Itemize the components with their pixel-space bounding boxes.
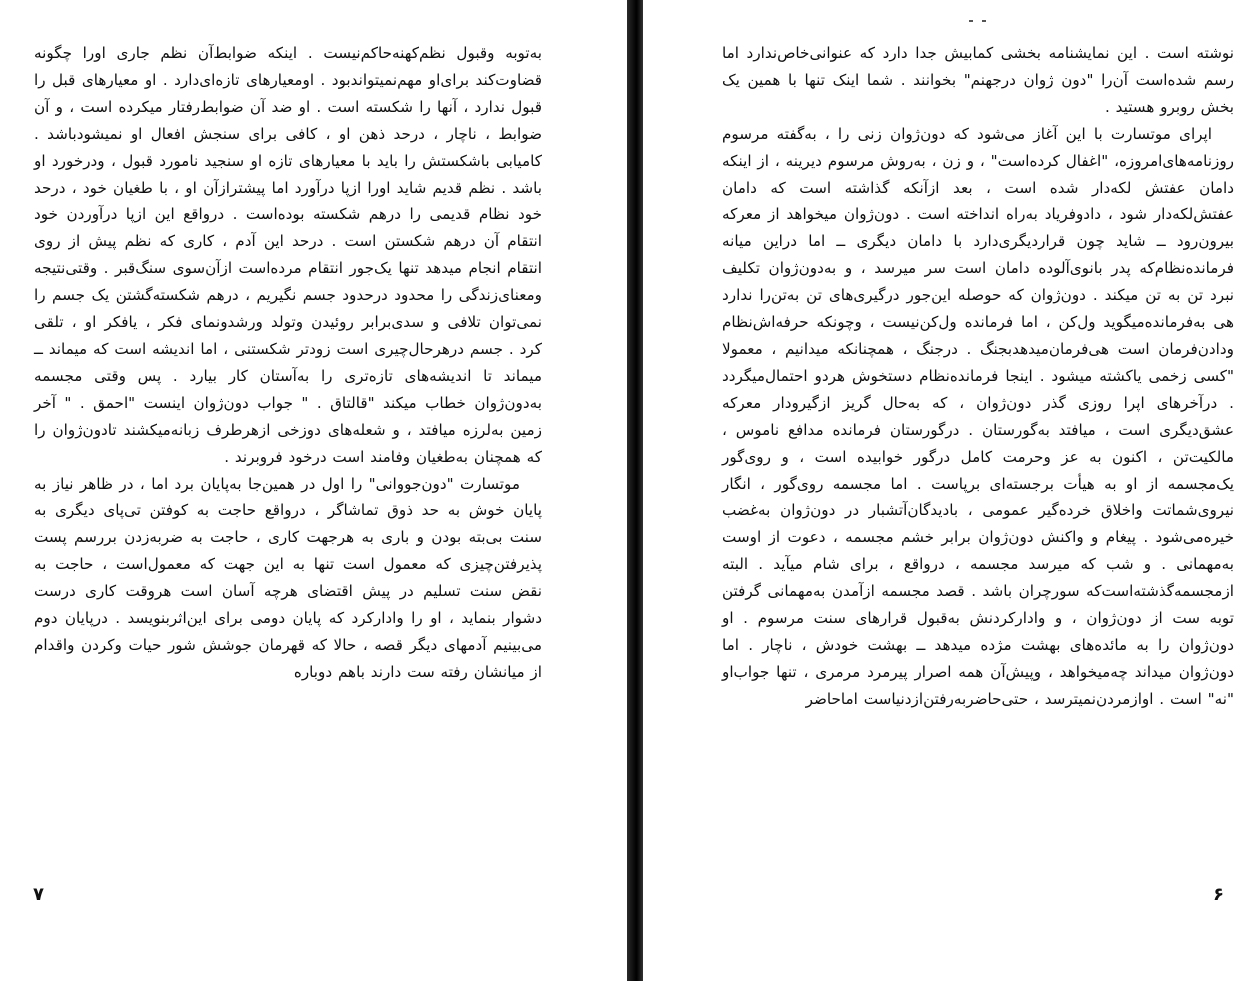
left-page (0, 0, 628, 981)
print-speck (969, 20, 973, 22)
left-page-number: ۷ (33, 884, 44, 905)
right-paragraph-1: نوشته است . این نمایشنامه بخشی کمابیش جدا دارد که عنوانی‌خاص‌ندارد اما رسم شده‌است آن‌را "دون ژوان درجهنم" بخوانند . شما اینک تنها با همین یک بخش روبرو هستید . (722, 44, 1234, 116)
right-page-text (722, 40, 1234, 713)
left-paragraph-1: به‌توبه وقبول نظم‌کهنه‌حاکم‌نیست . اینکه ضوابط‌آن نظم جاری اورا چگونه قضاوت‌کند برای‌او مهم‌نمیتواندبود . اومعیارهای تازه‌ای‌دارد . او معیارهای قبل را قبول ندارد ، آنها را شکسته است . او ضد آن ضوابط‌رفتار میکرده است ، و آن ضوابط ، ناچار ، درحد ذهن او ، کافی برای سنجش افعال او نمیشودباشد . کامیابی باشکستش را باید با معیارهای تازه او سنجید نامورد قبول ، ودرخورد او باشد . نظم قدیم شاید اورا ازپا درآورد اما پیشترازآن او ، با طغیان خود ، درحد خود نظام قدیمی را درهم شکسته بوده‌است . درواقع این ازپا درآوردن خود انتقام آن درهم شکستن است . درحد این آدم ، کاری که نظم پیش از روی انتقام انجام میدهد تنها یک‌جور انتقام مرده‌است ازآن‌سوی سنگ‌قبر . وقتی‌نتیجه ومعنای‌زندگی را محدود درحدود جسم نگیریم ، درهم شکسته‌گشتن یک جسم را نمی‌توان تلافی و سدی‌برابر روئیدن وتولد ورشدونمای فکر ، یافکر او ، تلقی کرد . جسم درهرحال‌چیری است زودتر شکستنی ، اما اندیشه است که میماند ــ میماند تا اندیشه‌های تازه‌تری را به‌آستان کار بیارد . پس وقتی مجسمه به‌دون‌ژوان خطاب میکند "قالتاق . " جواب دون‌ژوان اینست "احمق . " آخر زمین به‌لرزه میافتد ، و شعله‌های دوزخی ازهرطرف زبانه‌میکشند تادون‌ژوان را که همچنان به‌طغیان وفامند است درخود فروبرند . (34, 44, 542, 466)
left-page-text (34, 40, 542, 686)
right-page-number: ۶ (1213, 884, 1224, 905)
left-paragraph-2: موتسارت "دون‌جووانی" را اول در همین‌جا به‌پایان برد اما ، در ظاهر نیاز به پایان خوش به حد ذوق تماشاگر ، درواقع حاجت به کوفتن تی‌پای دیگری به سنت بی‌بته بودن و باری به هرجهت کاری ، حاجت به ضربه‌زدن بررسم پست پذیرفتن‌چیزی که معمول است تنها به این جهت که معمول‌است ، حاجت به نقض سنت تسلیم در پیش اقتضای هرچه آسان است هروقت کاری درست دشوار بنماید ، او را وادارکرد که پایان دومی برای این‌اثربنویسد . درپایان دوم می‌بینیم آدمهای دیگر قصه ، حالا که قهرمان جوشش شور حیات وکردن واقدام از میانشان رفته ست دارند باهم دوباره (34, 474, 542, 681)
right-page (642, 0, 1257, 981)
book-gutter (627, 0, 643, 981)
right-paragraph-2: اپرای موتسارت با این آغاز می‌شود که دون‌ژوان زنی را ، به‌گفته مرسوم روزنامه‌های‌امروزه، "اغفال کرده‌است" ، و زن ، به‌روش مرسوم دیرینه ، از اینکه دامان عفتش لکه‌دار شده است ، بعد ازآنکه گذاشته است که دامان عفتش‌لکه‌دار شود ، دادوفریاد به‌راه انداخته است . دون‌ژوان میخواهد از معرکه بیرون‌رود ــ شاید چون قرارديگری‌دارد با دامان دیگری ــ اما دراین میانه فرمانده‌نظام‌که پدر بانوی‌آلوده دامان است سر میرسد ، و به‌دون‌ژوان تکلیف نبرد تن به تن میکند . دون‌ژوان که حوصله این‌جور درگیری‌های تن به‌تن‌را ندارد هی به‌فرمانده‌میگوید ول‌کن ، اما فرمانده ول‌کن‌نیست ، وچونکه حرفه‌اش‌نظام ودادن‌فرمان است هی‌فرمان‌میدهد‌بجنگ . درجنگ ، همچنانکه میدانیم ، معمولا "کسی زخمی یاکشته میشود . اینجا فرمانده‌نظام دستخوش هردو احتمال‌میگردد . درآخرهای اپرا روزی گذر دون‌ژوان ، که به‌حال گریز ازگیرودار معرکه عشق‌دیگری است ، میافتد به‌گورستان . درگورستان فرمانده مدافع ناموس ، مالکیت‌تن ، اکنون به عز وحرمت کامل درگور خوابیده است ، و روی‌گور یک‌مجسمه از او به هیأت برجسته‌ای برپاست . اما مجسمه روی‌گور ، انگار نیروی‌شماتت واخلاق خرده‌گیر عمومی ، بادیدگان‌آتشبار در دون‌ژوان به‌غضب خیره‌می‌شود . پیغام و واکنش دون‌ژوان برابر خشم مجسمه ، دعوت از اوست به‌مهمانی . و شب که میرسد مجسمه ، درواقع ، برای شام میآید . البته ازمجسمه‌گذشته‌است‌که سورچران باشد . قصد مجسمه ازآمدن به‌مهمانی گرفتن توبه ست از دون‌ژوان ، و وادارکردنش به‌قبول قرارهای سنت مرسوم . او دون‌ژوان را به مائده‌های بهشت مژده میدهد ــ بهشت خودش ، ناچار . اما دون‌ژوان میداند چه‌میخواهد ، وپیش‌آن همه اصرار پیرمرد مرمری ، تنها جواب‌او "نه" است . اوازمردن‌نمیترسد ، حتی‌حاضربه‌رفتن‌ازدنیاست اماحاضر (722, 124, 1234, 708)
print-speck (982, 20, 986, 22)
